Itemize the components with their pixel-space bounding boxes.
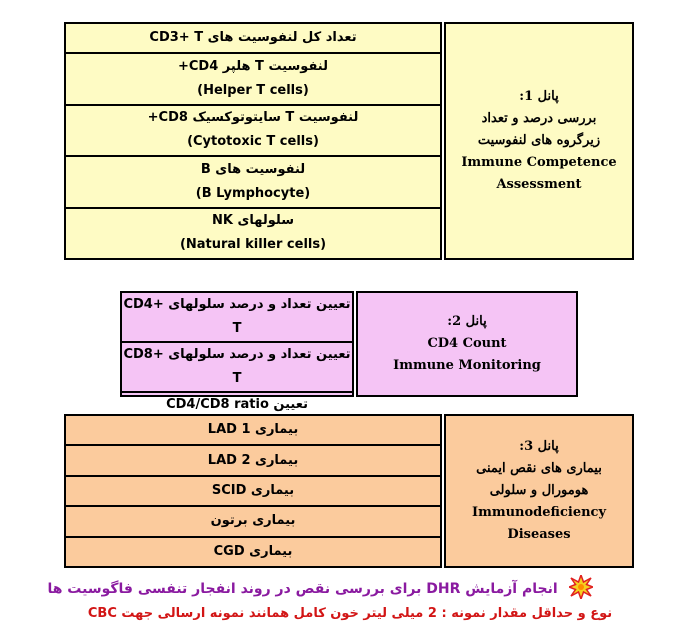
item-fa: بیماری LAD 1 (207, 422, 299, 438)
panel-title-line: پانل 2: (447, 314, 487, 329)
item-fa: بیماری LAD 2 (207, 452, 299, 468)
item-fa: بیماری SCID (211, 483, 295, 499)
item-fa: تعداد کل لنفوسیت های CD3+ T (149, 30, 357, 45)
panel-title-line: زیرگروه های لنفوسیت (477, 133, 601, 148)
panel-3-item (66, 446, 440, 476)
panel-2-items (120, 291, 354, 412)
panel-1-items (64, 22, 442, 260)
panel-title-line: پانل 3: (519, 439, 559, 454)
item-en: (Natural killer cells) (179, 237, 327, 253)
panel-title-line: پانل 1: (519, 89, 559, 104)
panel-title-en: Immunodeficiency (471, 505, 607, 520)
panel-3-items (64, 414, 442, 568)
footer-line-2: نوع و حداقل مقدار نمونه : 2 میلی لیتر خون کامل همانند نمونه ارسالی جهت CBC (87, 606, 613, 621)
footer-note-dhr (0, 575, 640, 603)
panel-1-item (66, 209, 440, 259)
panel-1 (64, 22, 634, 260)
panel-1-title (444, 22, 634, 260)
panel-title-line: هومورال و سلولی (489, 483, 589, 498)
item-en: (Cytotoxic T cells) (187, 134, 319, 150)
panel-title-en: Assessment (496, 177, 582, 192)
item-fa: تعیین تعداد و درصد سلولهای CD4+ T (123, 297, 351, 336)
panel-1-item (66, 24, 440, 54)
panel-3-item (66, 416, 440, 446)
panel-title-en: CD4 Count (427, 336, 507, 351)
panel-3-title (444, 414, 634, 568)
item-fa: لنفوسیت T هلپر CD4+ (177, 58, 328, 74)
panel-3-item (66, 538, 440, 566)
footer-line-1: انجام آزمایش DHR برای بررسی نقص در روند انفجار تنفسی فاگوسیت ها (47, 581, 558, 597)
item-fa: لنفوسیت T سایتوتوکسیک CD8+ (147, 110, 359, 126)
panel-title-line: بیماری های نقص ایمنی (476, 461, 602, 476)
panel-3 (64, 414, 634, 568)
item-fa: بیماری CGD (213, 543, 293, 559)
panel-title-en: Immune Competence (461, 155, 617, 170)
panel-1-item (66, 157, 440, 209)
panel-1-item (66, 54, 440, 106)
item-fa: بیماری برتون (210, 513, 296, 529)
panel-title-en: Immune Monitoring (393, 358, 541, 373)
footer-sample-note (0, 606, 700, 621)
item-fa: تعیین تعداد و درصد سلولهای CD8+ T (123, 347, 351, 386)
panel-title-en: Diseases (507, 527, 571, 542)
panel-2-item (122, 293, 352, 343)
item-fa: سلولهای NK (212, 213, 294, 229)
panel-1-item (66, 106, 440, 158)
panel-2 (120, 291, 578, 412)
item-en: (Helper T cells) (197, 82, 309, 98)
panel-2-item (122, 343, 352, 393)
panel-title-line: بررسی درصد و تعداد (481, 111, 597, 126)
panel-3-item (66, 507, 440, 537)
item-fa: لنفوسیت های B (200, 161, 306, 177)
panel-2-title (356, 291, 578, 397)
starburst-icon (569, 575, 593, 603)
item-fa: تعیین CD4/CD8 ratio (166, 397, 308, 412)
panel-3-item (66, 477, 440, 507)
item-en: (B Lymphocyte) (195, 185, 311, 201)
